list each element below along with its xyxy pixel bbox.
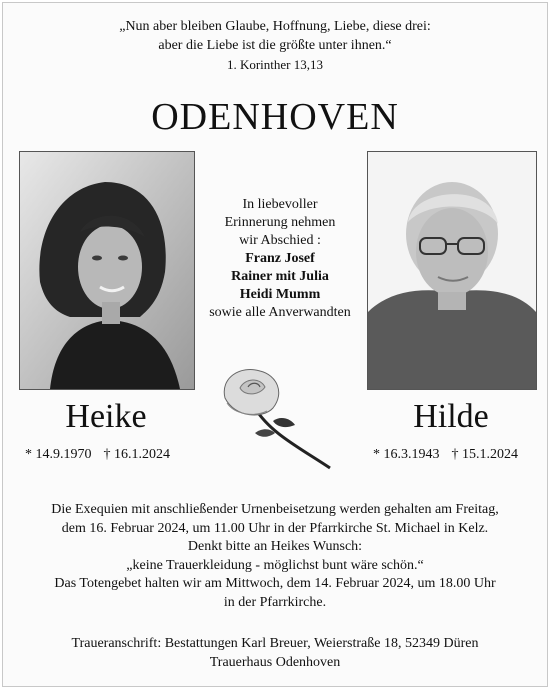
farewell-block: [199, 196, 361, 322]
mourner-1: Franz Josef: [245, 251, 315, 266]
portrait-photo-hilde: [367, 151, 537, 390]
bible-quote: [3, 17, 547, 55]
mourner-2: Rainer mit Julia: [231, 269, 329, 284]
quote-line-1: „Nun aber bleiben Glaube, Hoffnung, Liebe, diese drei:: [119, 19, 431, 34]
service-line-4: „keine Trauerkleidung - möglichst bunt wäre schön.“: [126, 557, 424, 573]
birth-date-heike: * 14.9.1970: [25, 447, 92, 462]
mourner-3: Heidi Mumm: [239, 287, 321, 302]
portrait-photo-heike: [19, 151, 195, 390]
footer-line-1: Traueranschrift: Bestattungen Karl Breuer, Weierstraße 18, 52349 Düren: [71, 636, 479, 651]
death-date-heike: † 16.1.2024: [103, 447, 170, 462]
mourning-address: [3, 635, 547, 672]
quote-line-2: aber die Liebe ist die größte unter ihnen.“: [158, 38, 392, 53]
farewell-closing: sowie alle Anverwandten: [209, 305, 351, 320]
rose-icon: [215, 363, 335, 478]
family-name: ODENHOVEN: [151, 96, 399, 138]
life-dates-heike: [25, 447, 170, 463]
service-line-1: Die Exequien mit anschließender Urnenbeisetzung werden gehalten am Freitag,: [51, 502, 499, 517]
first-name-hilde: Hilde: [413, 398, 489, 435]
farewell-intro-3: wir Abschied :: [239, 233, 321, 248]
quote-reference: 1. Korinther 13,13: [226, 57, 324, 72]
service-details: [3, 501, 547, 612]
death-date-hilde: † 15.1.2024: [451, 447, 518, 462]
service-line-2: dem 16. Februar 2024, um 11.00 Uhr in der Pfarrkirche St. Michael in Kelz.: [61, 520, 489, 536]
service-line-3: Denkt bitte an Heikes Wunsch:: [187, 539, 363, 554]
footer-line-2: Trauerhaus Odenhoven: [209, 654, 341, 670]
obituary-notice: [2, 2, 548, 687]
service-line-5: Das Totengebet halten wir am Mittwoch, dem 14. Februar 2024, um 18.00 Uhr: [54, 576, 496, 591]
service-line-6: in der Pfarrkirche.: [223, 594, 327, 610]
farewell-intro-1: In liebevoller: [242, 197, 318, 212]
farewell-intro-2: Erinnerung nehmen: [224, 215, 336, 230]
birth-date-hilde: * 16.3.1943: [373, 447, 440, 462]
life-dates-hilde: [373, 447, 518, 463]
first-name-heike: Heike: [65, 398, 147, 435]
